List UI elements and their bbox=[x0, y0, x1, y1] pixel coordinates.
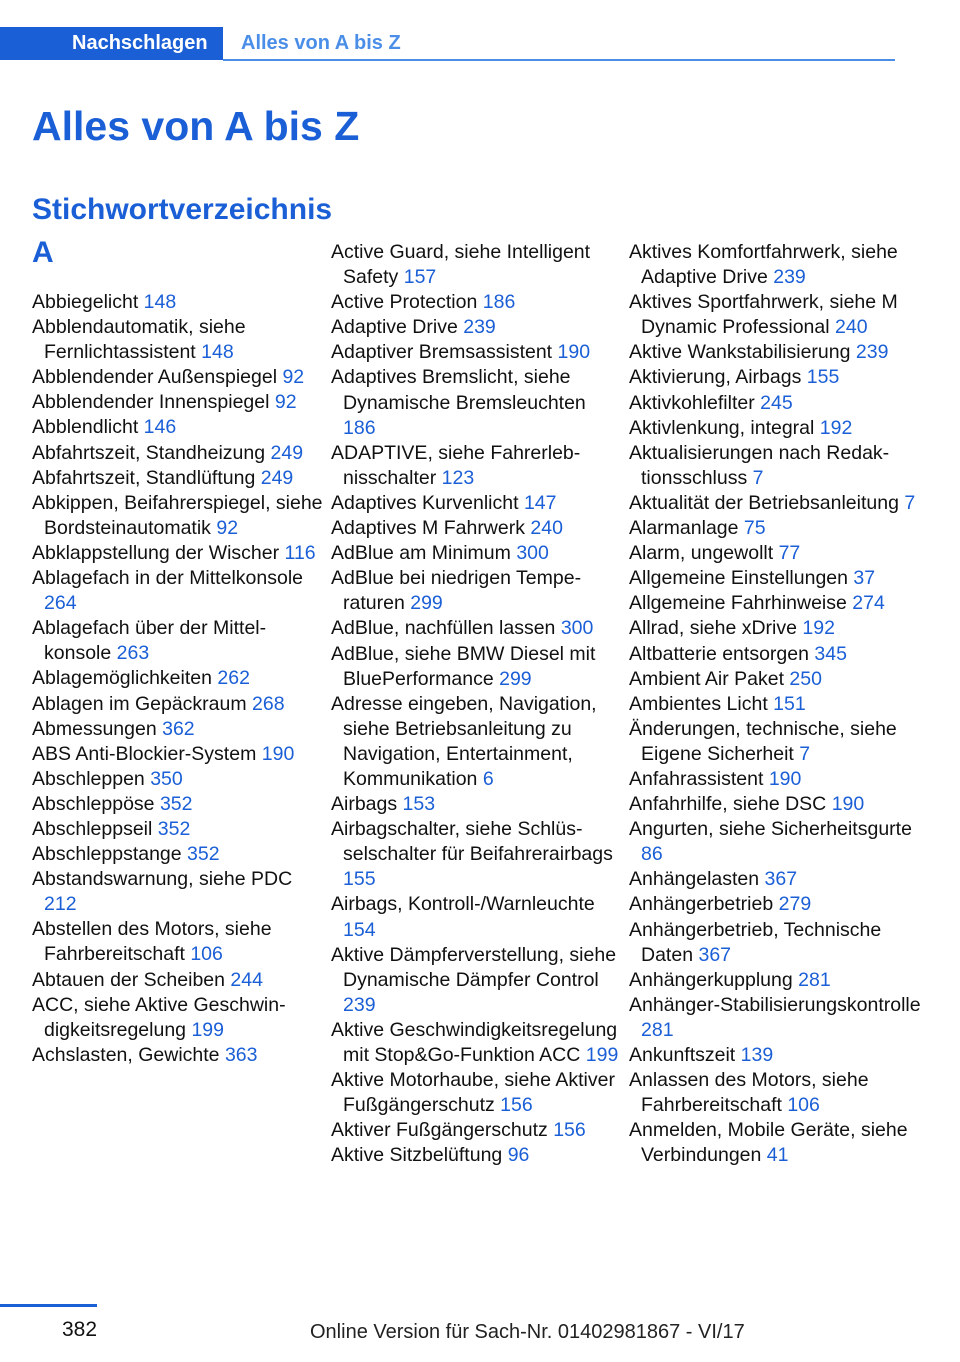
index-entry-term: Anhängerbetrieb bbox=[629, 893, 774, 916]
index-entry-page-link[interactable]: 157 bbox=[403, 266, 437, 289]
index-entry bbox=[629, 767, 921, 792]
index-entry bbox=[331, 240, 623, 290]
index-entry-term: Abtauen der Scheiben bbox=[32, 968, 225, 991]
index-entry-term: Abstellen des Motors, siehe Fahrbereitschaft bbox=[32, 918, 272, 966]
index-entry-page-link[interactable]: 281 bbox=[798, 968, 831, 991]
index-entry bbox=[331, 541, 623, 566]
index-entry-term: AdBlue bei niedrigen Temperaturen bbox=[331, 567, 582, 615]
index-entry bbox=[629, 918, 921, 968]
index-entry-page-link[interactable]: 146 bbox=[143, 416, 177, 439]
index-entry-term: Aktives Komfortfahrwerk, siehe Adaptive Drive bbox=[629, 241, 898, 289]
index-entry-page-link[interactable]: 190 bbox=[768, 767, 802, 790]
index-entry-page-link[interactable]: 299 bbox=[499, 667, 532, 690]
index-entry-page-link[interactable]: 139 bbox=[740, 1044, 774, 1066]
index-entry-term: Abblendautomatik, siehe Fernlichtassistent bbox=[32, 316, 246, 364]
index-entry bbox=[629, 541, 921, 566]
index-entry bbox=[32, 842, 324, 867]
index-entry-term: Airbags bbox=[331, 793, 398, 816]
index-entry-term: Adaptiver Bremsassistent bbox=[331, 341, 553, 364]
index-entry-term: Anlassen des Motors, siehe Fahrbereitschaft bbox=[629, 1069, 869, 1117]
index-entry-page-link[interactable]: 116 bbox=[284, 541, 316, 564]
index-entry bbox=[32, 767, 324, 792]
index-entry-page-link[interactable]: 239 bbox=[343, 993, 376, 1016]
index-entry bbox=[629, 792, 921, 817]
index-entry-term: Abmessungen bbox=[32, 717, 157, 740]
index-entry bbox=[32, 566, 324, 616]
index-entry-term: Ambient Air Paket bbox=[629, 667, 784, 690]
index-entry bbox=[32, 1043, 324, 1068]
index-entry-term: Abblendender Außenspiegel bbox=[32, 366, 278, 389]
index-entry-page-link[interactable]: 190 bbox=[557, 341, 591, 364]
index-entry-page-link[interactable]: 240 bbox=[530, 517, 563, 540]
index-entry-term: Aktualisierungen nach Redaktionsschluss bbox=[629, 441, 890, 489]
index-entry-page-link[interactable]: 244 bbox=[230, 968, 263, 991]
index-entry bbox=[629, 516, 921, 541]
index-entry-term: ADAPTIVE, siehe Fahrerlebnisschalter bbox=[331, 441, 581, 489]
index-entry-page-link[interactable]: 281 bbox=[641, 1018, 674, 1041]
index-entry-term: Abbiegelicht bbox=[32, 291, 139, 313]
index-entry-page-link[interactable]: 362 bbox=[162, 717, 195, 740]
index-entry-page-link[interactable]: 190 bbox=[831, 793, 865, 816]
index-entry-page-link[interactable]: 268 bbox=[252, 692, 285, 715]
index-entry bbox=[331, 516, 623, 541]
index-entry-term: Aktive Geschwindigkeitsregelung mit Stop&Go-Funktion ACC bbox=[331, 1018, 618, 1066]
page-title: Alles von A bis Z bbox=[32, 103, 360, 149]
index-entry bbox=[331, 1118, 623, 1143]
index-entry-page-link[interactable]: 212 bbox=[44, 893, 77, 916]
index-entry-page-link[interactable]: 156 bbox=[553, 1119, 586, 1142]
index-entry-page-link[interactable]: 156 bbox=[500, 1094, 533, 1117]
index-column-2 bbox=[331, 240, 623, 1168]
index-entry-page-link[interactable]: 154 bbox=[343, 918, 376, 941]
index-entry-term: Anhängerbetrieb, Technische Daten bbox=[629, 918, 882, 966]
index-entry-term: Abblendlicht bbox=[32, 416, 139, 439]
index-entry-term: Ankunftszeit bbox=[629, 1044, 736, 1066]
index-entry bbox=[629, 290, 921, 340]
index-entry-page-link[interactable]: 239 bbox=[463, 316, 496, 339]
index-entry bbox=[32, 441, 324, 466]
header-tabbar bbox=[0, 27, 895, 62]
index-entry-page-link[interactable]: 106 bbox=[787, 1094, 820, 1117]
index-entry-page-link[interactable]: 7 bbox=[799, 742, 811, 765]
index-entry bbox=[32, 365, 324, 390]
index-entry-page-link[interactable]: 148 bbox=[143, 291, 177, 313]
index-entry-page-link[interactable]: 192 bbox=[819, 416, 853, 439]
index-entry-page-link[interactable]: 300 bbox=[560, 617, 594, 640]
index-entry-term: AdBlue am Minimum bbox=[331, 542, 511, 565]
index-entry bbox=[32, 616, 324, 666]
page-number: 382 bbox=[62, 1318, 98, 1341]
index-entry-term: AdBlue, nachfüllen lassen bbox=[331, 617, 556, 640]
index-entry bbox=[32, 415, 324, 440]
index-entry-term: Anfahrhilfe, siehe DSC bbox=[629, 793, 827, 816]
index-entry bbox=[629, 993, 921, 1043]
index-entry-term: Abblendender Innenspiegel bbox=[32, 391, 270, 414]
index-entry-page-link[interactable]: 41 bbox=[766, 1144, 789, 1167]
index-entry-page-link[interactable]: 300 bbox=[516, 542, 549, 565]
index-entry-page-link[interactable]: 199 bbox=[585, 1044, 619, 1066]
index-entry-page-link[interactable]: 263 bbox=[116, 642, 150, 665]
index-entry bbox=[32, 390, 324, 415]
index-entry-term: Aktivkohlefilter bbox=[629, 391, 755, 414]
index-entry-term: AdBlue, siehe BMW Diesel mit BluePerformance bbox=[331, 642, 596, 690]
index-entry bbox=[331, 692, 623, 792]
index-entry-page-link[interactable]: 148 bbox=[201, 341, 234, 364]
index-entry-term: Adaptive Drive bbox=[331, 316, 458, 339]
index-entry bbox=[629, 616, 921, 641]
index-entry-page-link[interactable]: 345 bbox=[814, 642, 847, 665]
index-entry bbox=[32, 290, 324, 315]
index-entry bbox=[629, 1118, 921, 1168]
tab-nachschlagen[interactable]: Nachschlagen bbox=[0, 27, 223, 60]
index-entry-term: Anfahrassistent bbox=[629, 767, 764, 790]
index-entry-term: Abschleppen bbox=[32, 767, 145, 790]
index-entry-term: Anhänger-Stabilisierungskontrolle bbox=[629, 993, 921, 1016]
index-entry-term: Abschleppstange bbox=[32, 843, 182, 866]
index-entry-page-link[interactable]: 7 bbox=[752, 466, 764, 489]
index-entry-page-link[interactable]: 239 bbox=[855, 341, 889, 364]
index-entry bbox=[32, 993, 324, 1043]
tab-alles-von-a-bis-z[interactable]: Alles von A bis Z bbox=[241, 32, 401, 54]
index-entry-page-link[interactable]: 190 bbox=[261, 742, 295, 765]
index-entry-term: Alarm, ungewollt bbox=[629, 542, 774, 565]
index-entry-page-link[interactable]: 92 bbox=[282, 366, 305, 389]
index-entry bbox=[331, 566, 623, 616]
index-entry-page-link[interactable]: 155 bbox=[806, 366, 840, 389]
index-entry-page-link[interactable]: 249 bbox=[270, 441, 304, 464]
index-entry-term: ABS Anti-Blockier-System bbox=[32, 742, 257, 765]
index-entry-term: Änderungen, technische, siehe Eigene Sicherheit bbox=[629, 717, 897, 765]
index-entry-term: Abfahrtszeit, Standheizung bbox=[32, 441, 266, 464]
index-entry-term: Ablagefach in der Mittelkonsole bbox=[32, 567, 303, 590]
index-entry bbox=[629, 391, 921, 416]
index-entry bbox=[32, 692, 324, 717]
index-entry-term: Anhängerkupplung bbox=[629, 968, 793, 991]
index-entry bbox=[331, 817, 623, 892]
index-entry bbox=[629, 365, 921, 390]
index-entry-term: Aktive Dämpferverstellung, siehe Dynamische Dämpfer Control bbox=[331, 943, 617, 991]
index-entry bbox=[331, 616, 623, 641]
index-entry bbox=[32, 666, 324, 691]
index-entry bbox=[331, 1068, 623, 1118]
index-entry bbox=[629, 566, 921, 591]
index-entry-page-link[interactable]: 264 bbox=[44, 592, 77, 615]
index-entry bbox=[331, 892, 623, 942]
index-entry-page-link[interactable]: 279 bbox=[778, 893, 812, 916]
index-entry-page-link[interactable]: 367 bbox=[764, 868, 798, 891]
index-entry bbox=[331, 315, 623, 340]
index-entry-term: Aktivierung, Airbags bbox=[629, 366, 802, 389]
index-entry-term: Ablagen im Gepäckraum bbox=[32, 692, 247, 715]
index-entry-page-link[interactable]: 352 bbox=[187, 843, 220, 866]
index-entry-page-link[interactable]: 240 bbox=[835, 316, 868, 339]
index-entry-page-link[interactable]: 249 bbox=[260, 466, 294, 489]
index-entry-term: Aktiver Fußgängerschutz bbox=[331, 1119, 548, 1142]
index-entry bbox=[32, 792, 324, 817]
tab-underline bbox=[223, 59, 895, 61]
section-title: Stichwortverzeichnis bbox=[32, 193, 333, 226]
index-entry-term: Adaptives Bremslicht, siehe Dynamische Bremsleuchten bbox=[331, 366, 586, 414]
index-entry-page-link[interactable]: 363 bbox=[224, 1043, 258, 1066]
index-entry-page-link[interactable]: 199 bbox=[191, 1018, 224, 1041]
index-entry bbox=[629, 441, 921, 491]
index-entry-term: Airbags, Kontroll-/Warnleuchte bbox=[331, 893, 595, 916]
index-entry-page-link[interactable]: 352 bbox=[157, 817, 191, 840]
index-entry-term: Achslasten, Gewichte bbox=[32, 1043, 220, 1066]
index-entry bbox=[32, 742, 324, 767]
index-entry-term: Abklappstellung der Wischer bbox=[32, 541, 280, 564]
index-entry bbox=[32, 315, 324, 365]
index-entry-page-link[interactable]: 299 bbox=[410, 592, 443, 615]
index-entry bbox=[629, 867, 921, 892]
index-entry-page-link[interactable]: 86 bbox=[641, 843, 663, 866]
index-entry-term: Allgemeine Einstellungen bbox=[629, 567, 848, 590]
index-entry bbox=[331, 1143, 623, 1168]
index-entry-term: Airbagschalter, siehe Schlüsselschalter für Beifahrerairbags bbox=[331, 818, 613, 866]
index-entry bbox=[331, 340, 623, 365]
index-entry bbox=[32, 968, 324, 993]
index-entry-term: ACC, siehe Aktive Geschwindigkeitsregelung bbox=[32, 993, 286, 1041]
index-entry bbox=[629, 340, 921, 365]
index-entry-page-link[interactable]: 37 bbox=[853, 567, 876, 590]
index-entry-page-link[interactable]: 155 bbox=[343, 868, 376, 891]
index-entry bbox=[629, 817, 921, 867]
index-entry-page-link[interactable]: 153 bbox=[402, 793, 436, 816]
index-entry-term: Allgemeine Fahrhinweise bbox=[629, 592, 847, 615]
index-entry-term: Adaptives M Fahrwerk bbox=[331, 517, 525, 540]
footer-bar bbox=[0, 1304, 97, 1307]
index-entry-page-link[interactable]: 106 bbox=[190, 943, 223, 966]
index-entry-page-link[interactable]: 262 bbox=[217, 667, 250, 690]
index-entry-term: Ablagefach über der Mittelkonsole bbox=[32, 617, 267, 665]
index-entry-term: Anmelden, Mobile Geräte, siehe Verbindungen bbox=[629, 1119, 908, 1167]
index-entry-term: Aktive Sitzbelüftung bbox=[331, 1144, 503, 1167]
index-entry bbox=[32, 717, 324, 742]
index-entry bbox=[32, 917, 324, 967]
index-entry bbox=[331, 491, 623, 516]
index-entry bbox=[331, 943, 623, 1018]
index-entry-page-link[interactable]: 151 bbox=[773, 692, 806, 715]
index-entry-term: Anhängelasten bbox=[629, 868, 760, 891]
index-entry bbox=[32, 867, 324, 917]
index-entry-term: Adresse eingeben, Navigation, siehe Betriebsanleitung zu Navigation, Entertainment, Kommunikation bbox=[331, 692, 597, 790]
index-entry bbox=[629, 717, 921, 767]
index-entry-term: Abschleppseil bbox=[32, 817, 153, 840]
index-entry bbox=[331, 792, 623, 817]
index-entry bbox=[32, 491, 324, 541]
index-entry bbox=[629, 1068, 921, 1118]
index-entry bbox=[629, 968, 921, 993]
online-version-note: Online Version für Sach-Nr. 01402981867 - VI/17 bbox=[310, 1321, 745, 1343]
index-entry bbox=[331, 642, 623, 692]
index-entry-term: Active Guard, siehe Intelligent Safety bbox=[331, 241, 591, 289]
index-entry-term: Alarmanlage bbox=[629, 517, 739, 540]
index-entry-page-link[interactable]: 186 bbox=[343, 416, 376, 439]
index-entry-page-link[interactable]: 239 bbox=[773, 266, 806, 289]
index-entry-page-link[interactable]: 92 bbox=[216, 516, 239, 539]
index-entry-term: Abschleppöse bbox=[32, 792, 155, 815]
index-entry-page-link[interactable]: 147 bbox=[523, 491, 557, 514]
index-entry-term: Aktivlenkung, integral bbox=[629, 416, 815, 439]
index-entry-page-link[interactable]: 250 bbox=[789, 667, 822, 690]
index-entry-term: Abfahrtszeit, Standlüftung bbox=[32, 466, 256, 489]
index-entry-page-link[interactable]: 123 bbox=[441, 466, 475, 489]
index-column-1 bbox=[32, 236, 324, 1068]
index-entry bbox=[629, 642, 921, 667]
index-entry bbox=[32, 541, 324, 566]
index-column-3 bbox=[629, 240, 921, 1168]
index-entry bbox=[32, 466, 324, 491]
index-entry-page-link[interactable]: 92 bbox=[274, 391, 297, 414]
index-entry-page-link[interactable]: 245 bbox=[760, 391, 793, 414]
index-entry-page-link[interactable]: 367 bbox=[698, 943, 732, 966]
index-entry-page-link[interactable]: 96 bbox=[507, 1144, 530, 1167]
index-entry bbox=[629, 416, 921, 441]
index-entry bbox=[629, 692, 921, 717]
index-entry bbox=[331, 290, 623, 315]
index-entry-term: Aktive Motorhaube, siehe Aktiver Fußgängerschutz bbox=[331, 1069, 615, 1117]
index-entry bbox=[331, 441, 623, 491]
index-entry-page-link[interactable]: 77 bbox=[778, 542, 801, 565]
index-entry bbox=[331, 365, 623, 440]
index-entry-term: Abstandswarnung, siehe PDC bbox=[32, 868, 293, 891]
index-entry-term: Aktualität der Betriebsanleitung bbox=[629, 491, 899, 514]
index-entry-term: Allrad, siehe xDrive bbox=[629, 617, 797, 640]
index-entry-term: Altbatterie entsorgen bbox=[629, 642, 809, 665]
index-entry-term: Ambientes Licht bbox=[629, 692, 768, 715]
index-entry-page-link[interactable]: 7 bbox=[904, 491, 916, 514]
index-entry bbox=[629, 491, 921, 516]
index-entry bbox=[629, 240, 921, 290]
index-letter: A bbox=[32, 236, 54, 269]
index-entry-page-link[interactable]: 75 bbox=[743, 517, 766, 540]
index-entry bbox=[331, 1018, 623, 1068]
index-entry-term: Active Protection bbox=[331, 291, 478, 314]
index-entry bbox=[629, 892, 921, 917]
index-entry-page-link[interactable]: 192 bbox=[802, 617, 835, 640]
index-entry-term: Aktive Wankstabilisierung bbox=[629, 341, 851, 364]
index-entry-page-link[interactable]: 350 bbox=[150, 767, 183, 790]
index-entry-page-link[interactable]: 6 bbox=[482, 767, 494, 790]
index-entry-term: Angurten, siehe Sicherheitsgurte bbox=[629, 818, 912, 841]
index-entry-page-link[interactable]: 352 bbox=[159, 792, 193, 815]
index-entry-term: Ablagemöglichkeiten bbox=[32, 667, 212, 690]
index-entry-term: Aktives Sportfahrwerk, siehe M Dynamic Professional bbox=[629, 291, 898, 339]
index-entry bbox=[629, 667, 921, 692]
index-entry bbox=[629, 1043, 921, 1068]
index-entry-page-link[interactable]: 186 bbox=[482, 291, 516, 314]
index-entry bbox=[629, 591, 921, 616]
index-entry-term: Abkippen, Beifahrerspiegel, siehe Bordsteinautomatik bbox=[32, 491, 323, 539]
index-entry-term: Adaptives Kurvenlicht bbox=[331, 491, 519, 514]
index-entry-page-link[interactable]: 274 bbox=[852, 592, 885, 615]
index-entry bbox=[32, 817, 324, 842]
